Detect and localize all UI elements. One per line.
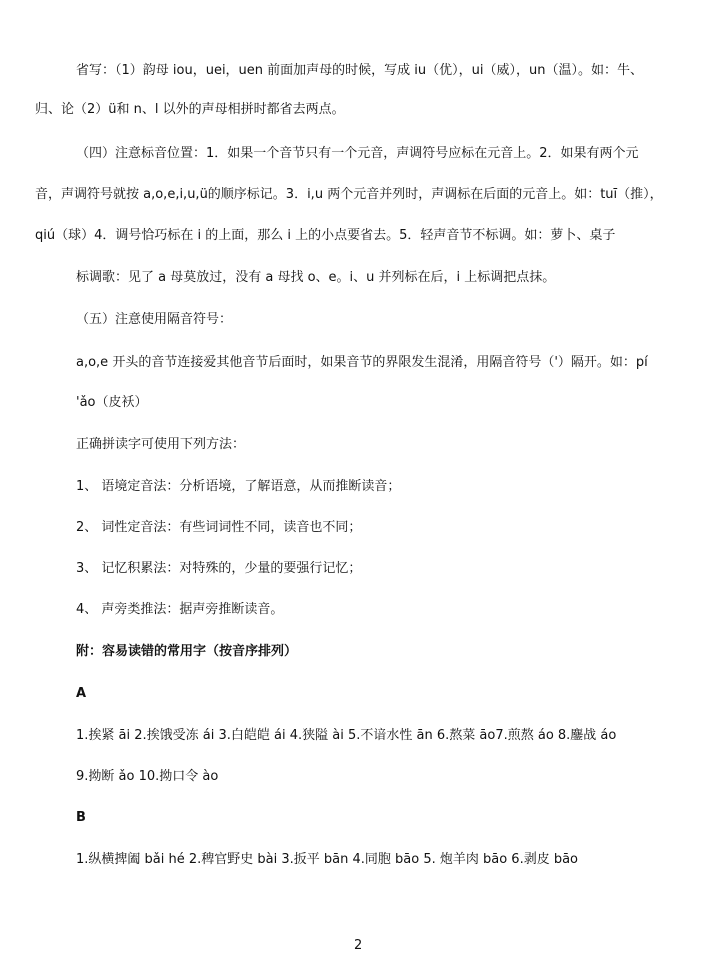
appendix-heading: 附：容易读错的常用字（按音序排列） bbox=[76, 644, 298, 659]
list-item: 2、 词性定音法：有些词词性不同，读音也不同； bbox=[76, 520, 362, 535]
word-list-line: 1.挨紧 āi 2.挨饿受冻 ái 3.白皑皑 ái 4.狭隘 ài 5.不谙水性 ān 6.熬菜 āo7.煎熬 áo 8.鏖战 áo bbox=[76, 728, 617, 743]
section-heading: （五）注意使用隔音符号： bbox=[76, 312, 233, 327]
text-line: 归、论（2）ü和 n、l 以外的声母相拼时都省去两点。 bbox=[35, 102, 345, 117]
text-line: a,o,e 开头的音节连接爱其他音节后面时，如果音节的界限发生混淆，用隔音符号（'）隔开。如：pí bbox=[76, 355, 648, 370]
list-item: 4、 声旁类推法：据声旁推断读音。 bbox=[76, 602, 284, 617]
letter-heading-b: B bbox=[76, 810, 86, 825]
text-line: 标调歌：见了 a 母莫放过，没有 a 母找 o、e。i、u 并列标在后，i 上标调把点抹。 bbox=[76, 270, 556, 285]
text-line: （四）注意标音位置：1．如果一个音节只有一个元音，声调符号应标在元音上。2．如果有两个元 bbox=[76, 146, 639, 161]
list-item: 1、 语境定音法：分析语境，了解语意，从而推断读音； bbox=[76, 479, 401, 494]
letter-heading-a: A bbox=[76, 686, 87, 701]
word-list-line: 1.纵横捭阖 bǎi hé 2.稗官野史 bài 3.扳平 bān 4.同胞 bāo 5. 炮羊肉 bāo 6.剥皮 bāo bbox=[76, 852, 579, 867]
text-line: 'ǎo（皮袄） bbox=[76, 395, 148, 410]
text-line: 省写：（1）韵母 iou，uei，uen 前面加声母的时候，写成 iu（优），ui（威），un（温）。如：牛、 bbox=[76, 63, 643, 78]
list-item: 3、 记忆积累法：对特殊的，少量的要强行记忆； bbox=[76, 561, 362, 576]
word-list-line: 9.拗断 ǎo 10.拗口令 ào bbox=[76, 769, 219, 784]
text-line: 正确拼读字可使用下列方法： bbox=[76, 437, 246, 452]
text-line: 音，声调符号就按 a,o,e,i,u,ü的顺序标记。3．i,u 两个元音并列时，声调标在后面的元音上。如：tuī（推）， bbox=[35, 187, 663, 202]
text-line: qiú（球）4．调号恰巧标在 i 的上面，那么 i 上的小点要省去。5．轻声音节不标调。如：萝卜、桌子 bbox=[35, 228, 616, 243]
page-number: 2 bbox=[354, 938, 363, 953]
